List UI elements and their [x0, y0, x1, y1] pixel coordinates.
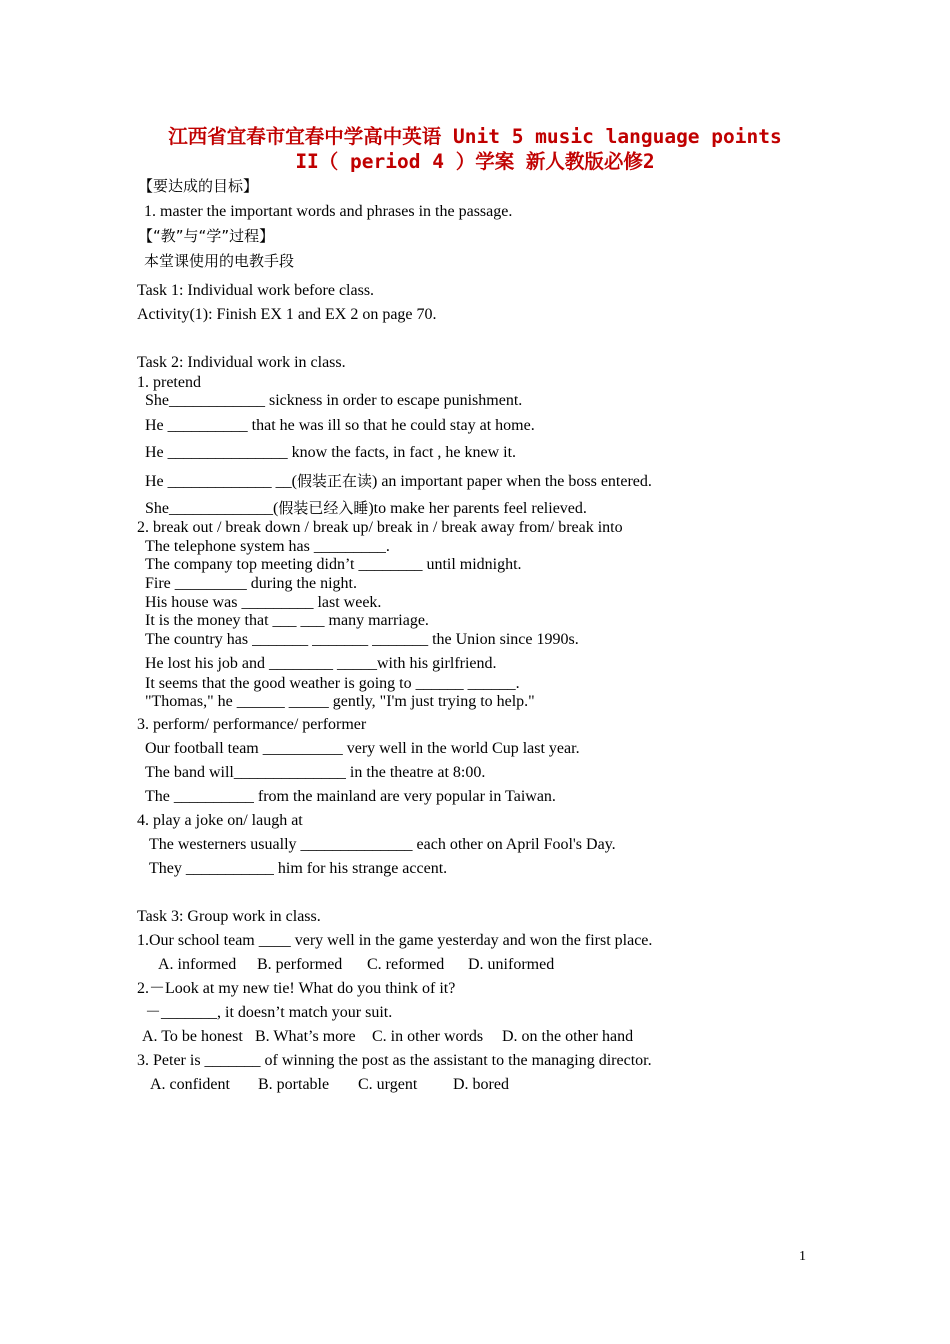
q2-sentence-1: The telephone system has _________.	[145, 538, 390, 555]
page-title-line-2: II（ period 4 ）学案 新人教版必修2	[295, 150, 655, 173]
task1-heading: Task 1: Individual work before class.	[137, 282, 375, 299]
mc2-reply: －_______, it doesn’t match your suit.	[145, 1004, 393, 1021]
q1-sentence-1: She____________ sickness in order to escape punishment.	[145, 392, 523, 409]
q1-sentence-4	[145, 471, 652, 492]
q1-s5-part-a: She_____________(	[145, 500, 279, 517]
q2-sentence-8: It seems that the good weather is going to ______ ______.	[145, 675, 520, 692]
mc3-option-a: A. confident	[150, 1076, 230, 1093]
task3-heading: Task 3: Group work in class.	[137, 908, 321, 925]
q2-sentence-6: The country has _______ _______ _______ the Union since 1990s.	[145, 631, 579, 648]
goals-heading: 【要达成的目标】	[138, 177, 259, 195]
q1-sentence-5	[145, 498, 587, 519]
q2-title: 2. break out / break down / break up/ break in / break away from/ break into	[137, 519, 623, 536]
mc2-option-a: A. To be honest	[142, 1028, 243, 1045]
mc1-option-c: C. reformed	[367, 956, 445, 973]
q3-title: 3. perform/ performance/ performer	[137, 716, 367, 733]
q4-sentence-2: They ___________ him for his strange accent.	[149, 860, 448, 877]
mc2-option-c: C. in other words	[372, 1028, 484, 1045]
q1-sentence-2: He __________ that he was ill so that he could stay at home.	[145, 417, 535, 434]
q3-sentence-3: The __________ from the mainland are very popular in Taiwan.	[145, 788, 556, 805]
q3-sentence-1: Our football team __________ very well in the world Cup last year.	[145, 740, 580, 757]
q1-s4-part-a: He _____________ __(	[145, 473, 297, 490]
q2-sentence-7: He lost his job and ________ _____with his girlfriend.	[145, 655, 497, 672]
mc3-stem: 3. Peter is _______ of winning the post as the assistant to the managing director.	[137, 1052, 652, 1069]
mc1-option-a: A. informed	[158, 956, 237, 973]
mc2-option-b: B. What’s more	[255, 1028, 356, 1045]
mc1-option-b: B. performed	[257, 956, 343, 973]
mc3-option-b: B. portable	[258, 1076, 330, 1093]
q1-sentence-3: He _______________ know the facts, in fact , he knew it.	[145, 444, 517, 461]
mc3-option-c: C. urgent	[358, 1076, 418, 1093]
q1-s4-chinese: 假装正在读	[296, 472, 372, 490]
q3-sentence-2: The band will______________ in the theatre at 8:00.	[145, 764, 486, 781]
mc1-option-d: D. uniformed	[468, 956, 555, 973]
task1-activity: Activity(1): Finish EX 1 and EX 2 on page 70.	[137, 306, 437, 323]
q1-title: 1. pretend	[137, 374, 201, 391]
mc2-option-d: D. on the other hand	[502, 1028, 634, 1045]
q1-s5-chinese: 假装已经入睡	[278, 499, 369, 517]
mc2-stem: 2.－Look at my new tie! What do you think of it?	[137, 980, 456, 997]
process-heading: 【“教”与“学”过程】	[138, 227, 275, 245]
q2-sentence-4: His house was _________ last week.	[145, 594, 382, 611]
media-label: 本堂课使用的电教手段	[144, 252, 295, 270]
q2-sentence-9: "Thomas," he ______ _____ gently, "I'm just trying to help."	[145, 693, 535, 710]
task2-heading: Task 2: Individual work in class.	[137, 354, 346, 371]
q2-sentence-2: The company top meeting didn’t ________ until midnight.	[145, 556, 522, 573]
q2-sentence-3: Fire _________ during the night.	[145, 575, 357, 592]
q1-s5-part-b: )to make her parents feel relieved.	[368, 500, 587, 517]
q1-s4-part-b: ) an important paper when the boss entered.	[372, 473, 652, 490]
q2-sentence-5: It is the money that ___ ___ many marriage.	[145, 612, 429, 629]
mc1-stem: 1.Our school team ____ very well in the game yesterday and won the first place.	[137, 932, 653, 949]
page-title-line-1: 江西省宜春市宜春中学高中英语 Unit 5 music language points	[168, 125, 782, 148]
page-number: 1	[799, 1249, 806, 1264]
q4-title: 4. play a joke on/ laugh at	[137, 812, 303, 829]
q4-sentence-1: The westerners usually ______________ each other on April Fool's Day.	[149, 836, 616, 853]
goal-item-1: 1. master the important words and phrases in the passage.	[144, 203, 513, 220]
mc3-option-d: D. bored	[453, 1076, 509, 1093]
